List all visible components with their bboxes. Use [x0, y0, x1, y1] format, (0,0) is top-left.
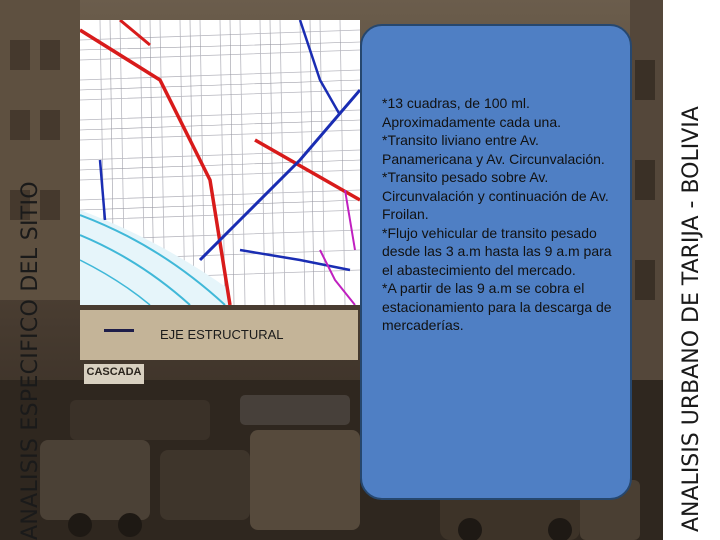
traffic-notes-box	[360, 24, 632, 500]
map-legend	[80, 310, 358, 360]
traffic-notes-text	[382, 94, 618, 335]
street-map	[80, 20, 360, 305]
note-item: *13 cuadras, de 100 ml. Aproximadamente cada una.	[382, 95, 561, 130]
right-section-title: ANALISIS URBANO DE TARIJA - BOLIVIA	[679, 106, 704, 532]
note-item: *Transito liviano entre Av. Panamericana y Av. Circunvalación.	[382, 132, 605, 167]
legend-label: EJE ESTRUCTURAL	[160, 327, 284, 342]
structural-axis-line-swatch	[104, 329, 134, 332]
left-section-title: ANALISIS ESPECIFICO DEL SITIO	[18, 181, 43, 540]
note-item: *Transito pesado sobre Av. Circunvalación y continuación de Av. Froilan.	[382, 169, 609, 222]
street-sign: CASCADA	[86, 366, 142, 378]
note-item: *Flujo vehicular de transito pesado desde las 3 a.m hasta las 9 a.m para el abastecimiento del mercado.	[382, 224, 612, 278]
note-item: *A partir de las 9 a.m se cobra el estacionamiento para la descarga de mercaderías.	[382, 280, 612, 333]
